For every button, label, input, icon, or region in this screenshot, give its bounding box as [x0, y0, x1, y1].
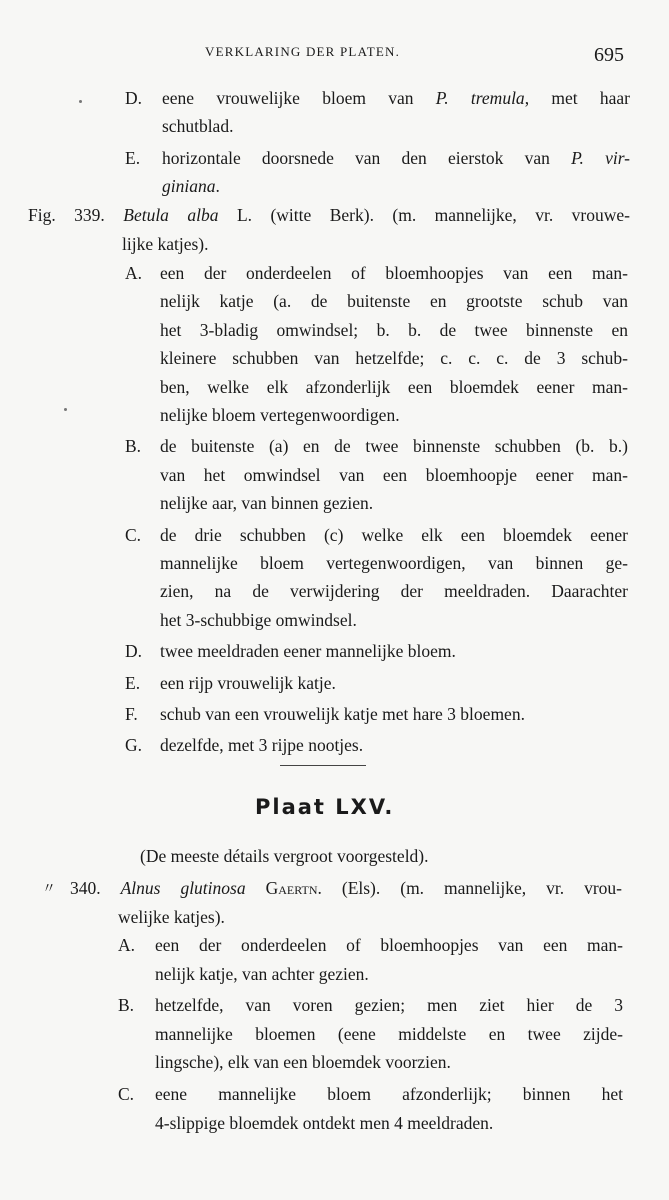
plate-subtitle: (De meeste détails vergroot voorgesteld).: [140, 846, 429, 866]
item-text: een der onderdeelen of bloemhoopjes van een man-: [155, 935, 623, 955]
item-text: mannelijke bloem vertegenwoordigen, van binnen ge-: [160, 553, 628, 573]
item-text: het 3-schubbige omwindsel.: [160, 609, 357, 630]
item-text: nelijke aar, van binnen gezien.: [160, 493, 374, 514]
figure-caption-339: Fig. 339. Betula alba L. (witte Berk). (m. mannelijke, vr. vrouwe-: [28, 205, 630, 225]
item-label: D.: [125, 88, 143, 108]
item-text: eene mannelijke bloem afzonderlijk; binnen het: [155, 1084, 623, 1104]
item-label: E.: [125, 148, 141, 168]
item-text: zien, na de verwijdering der meeldraden. Daarachter: [160, 581, 628, 602]
item-text: ben, welke elk afzonderlijk een bloemdek eener man-: [160, 376, 628, 397]
item-text: de buitenste (a) en de twee binnenste schubben (b. b.): [160, 436, 628, 457]
item-label: C.: [118, 1084, 135, 1104]
item-text: giniana.: [162, 176, 220, 196]
item-text: dezelfde, met 3 rijpe nootjes.: [160, 735, 364, 756]
item-label: A.: [125, 263, 143, 283]
ditto-mark: 〃: [42, 882, 56, 897]
item-label: E.: [125, 672, 141, 693]
item-label: A.: [118, 935, 136, 955]
item-label: D.: [125, 641, 143, 662]
item-text: horizontale doorsnede van den eierstok van P. vir-: [162, 148, 630, 168]
speck: [64, 408, 67, 411]
item-text: kleinere schubben van hetzelfde; c. c. c. de 3 schub-: [160, 348, 628, 369]
item-label: B.: [118, 995, 135, 1016]
item-text: schub van een vrouwelijk katje met hare 3 bloemen.: [160, 704, 525, 724]
item-text: mannelijke bloemen (eene middelste en twee zijde-: [155, 1023, 623, 1044]
item-text: een der onderdeelen of bloemhoopjes van een man-: [160, 263, 628, 283]
page-number: 695: [594, 44, 624, 66]
item-text: nelijk katje (a. de buitenste en grootste schub van: [160, 291, 628, 312]
item-label: C.: [125, 524, 142, 545]
item-text: 4-slippige bloemdek ontdekt men 4 meeldraden.: [155, 1112, 494, 1133]
item-text: van het omwindsel van een bloemhoopje eener man-: [160, 464, 628, 485]
item-text: hetzelfde, van voren gezien; men ziet hier de 3: [155, 995, 623, 1016]
figure-caption-340: 340. Alnus glutinosa Gaertn. (Els). (m. mannelijke, vr. vrou-: [70, 878, 623, 898]
item-text: schutblad.: [162, 116, 234, 136]
item-text: het 3-bladig omwindsel; b. b. de twee binnenste en: [160, 319, 628, 340]
item-text: de drie schubben (c) welke elk een bloemdek eener: [160, 524, 628, 545]
item-text: lingsche), elk van een bloemdek voorzien.: [155, 1052, 451, 1073]
item-text: eene vrouwelijke bloem van P. tremula, met haar: [162, 88, 630, 108]
item-text: een rijp vrouwelijk katje.: [160, 672, 336, 693]
item-label: B.: [125, 436, 142, 457]
figure-caption-340-cont: welijke katjes).: [118, 907, 225, 927]
item-text: nelijk katje, van achter gezien.: [155, 963, 369, 984]
divider-rule: [280, 765, 366, 766]
item-label: F.: [125, 704, 138, 724]
plate-title: Plaat LXV.: [255, 795, 395, 819]
item-text: twee meeldraden eener mannelijke bloem.: [160, 641, 456, 662]
item-text: nelijke bloem vertegenwoordigen.: [160, 405, 400, 425]
running-header: VERKLARING DER PLATEN.: [205, 44, 401, 59]
item-label: G.: [125, 735, 143, 756]
speck: [79, 100, 82, 103]
figure-caption-339-cont: lijke katjes).: [122, 234, 209, 254]
